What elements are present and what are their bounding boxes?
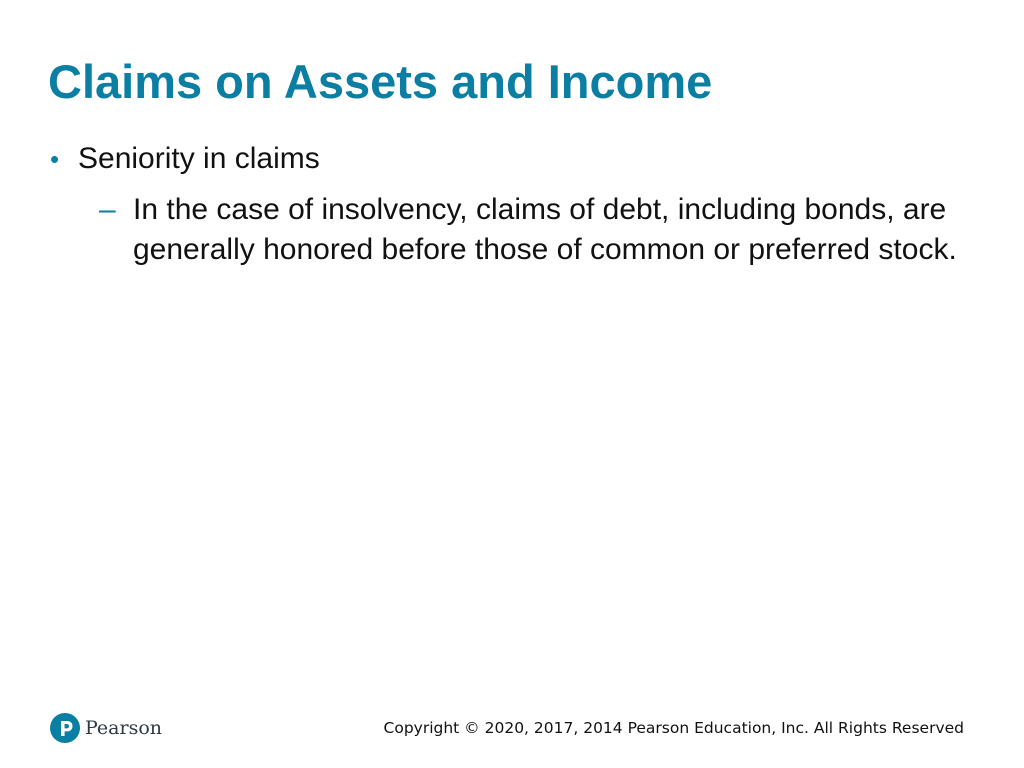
bullet-item [50, 141, 320, 177]
bullet-marker: • [50, 144, 60, 174]
sub-bullet-item [99, 190, 979, 270]
slide-title: Claims on Assets and Income [48, 55, 713, 108]
bullet-text: Seniority in claims [78, 142, 320, 175]
pearson-logo-icon [50, 713, 80, 743]
copyright-notice: Copyright © 2020, 2017, 2014 Pearson Education, Inc. All Rights Reserved [383, 719, 964, 737]
sub-bullet-marker: – [99, 193, 116, 226]
pearson-brand-text: Pearson [85, 717, 163, 739]
sub-bullet-text: In the case of insolvency, claims of debt, including bonds, are generally honored before those of common or preferred stock. [133, 193, 957, 266]
pearson-logo [50, 713, 162, 743]
